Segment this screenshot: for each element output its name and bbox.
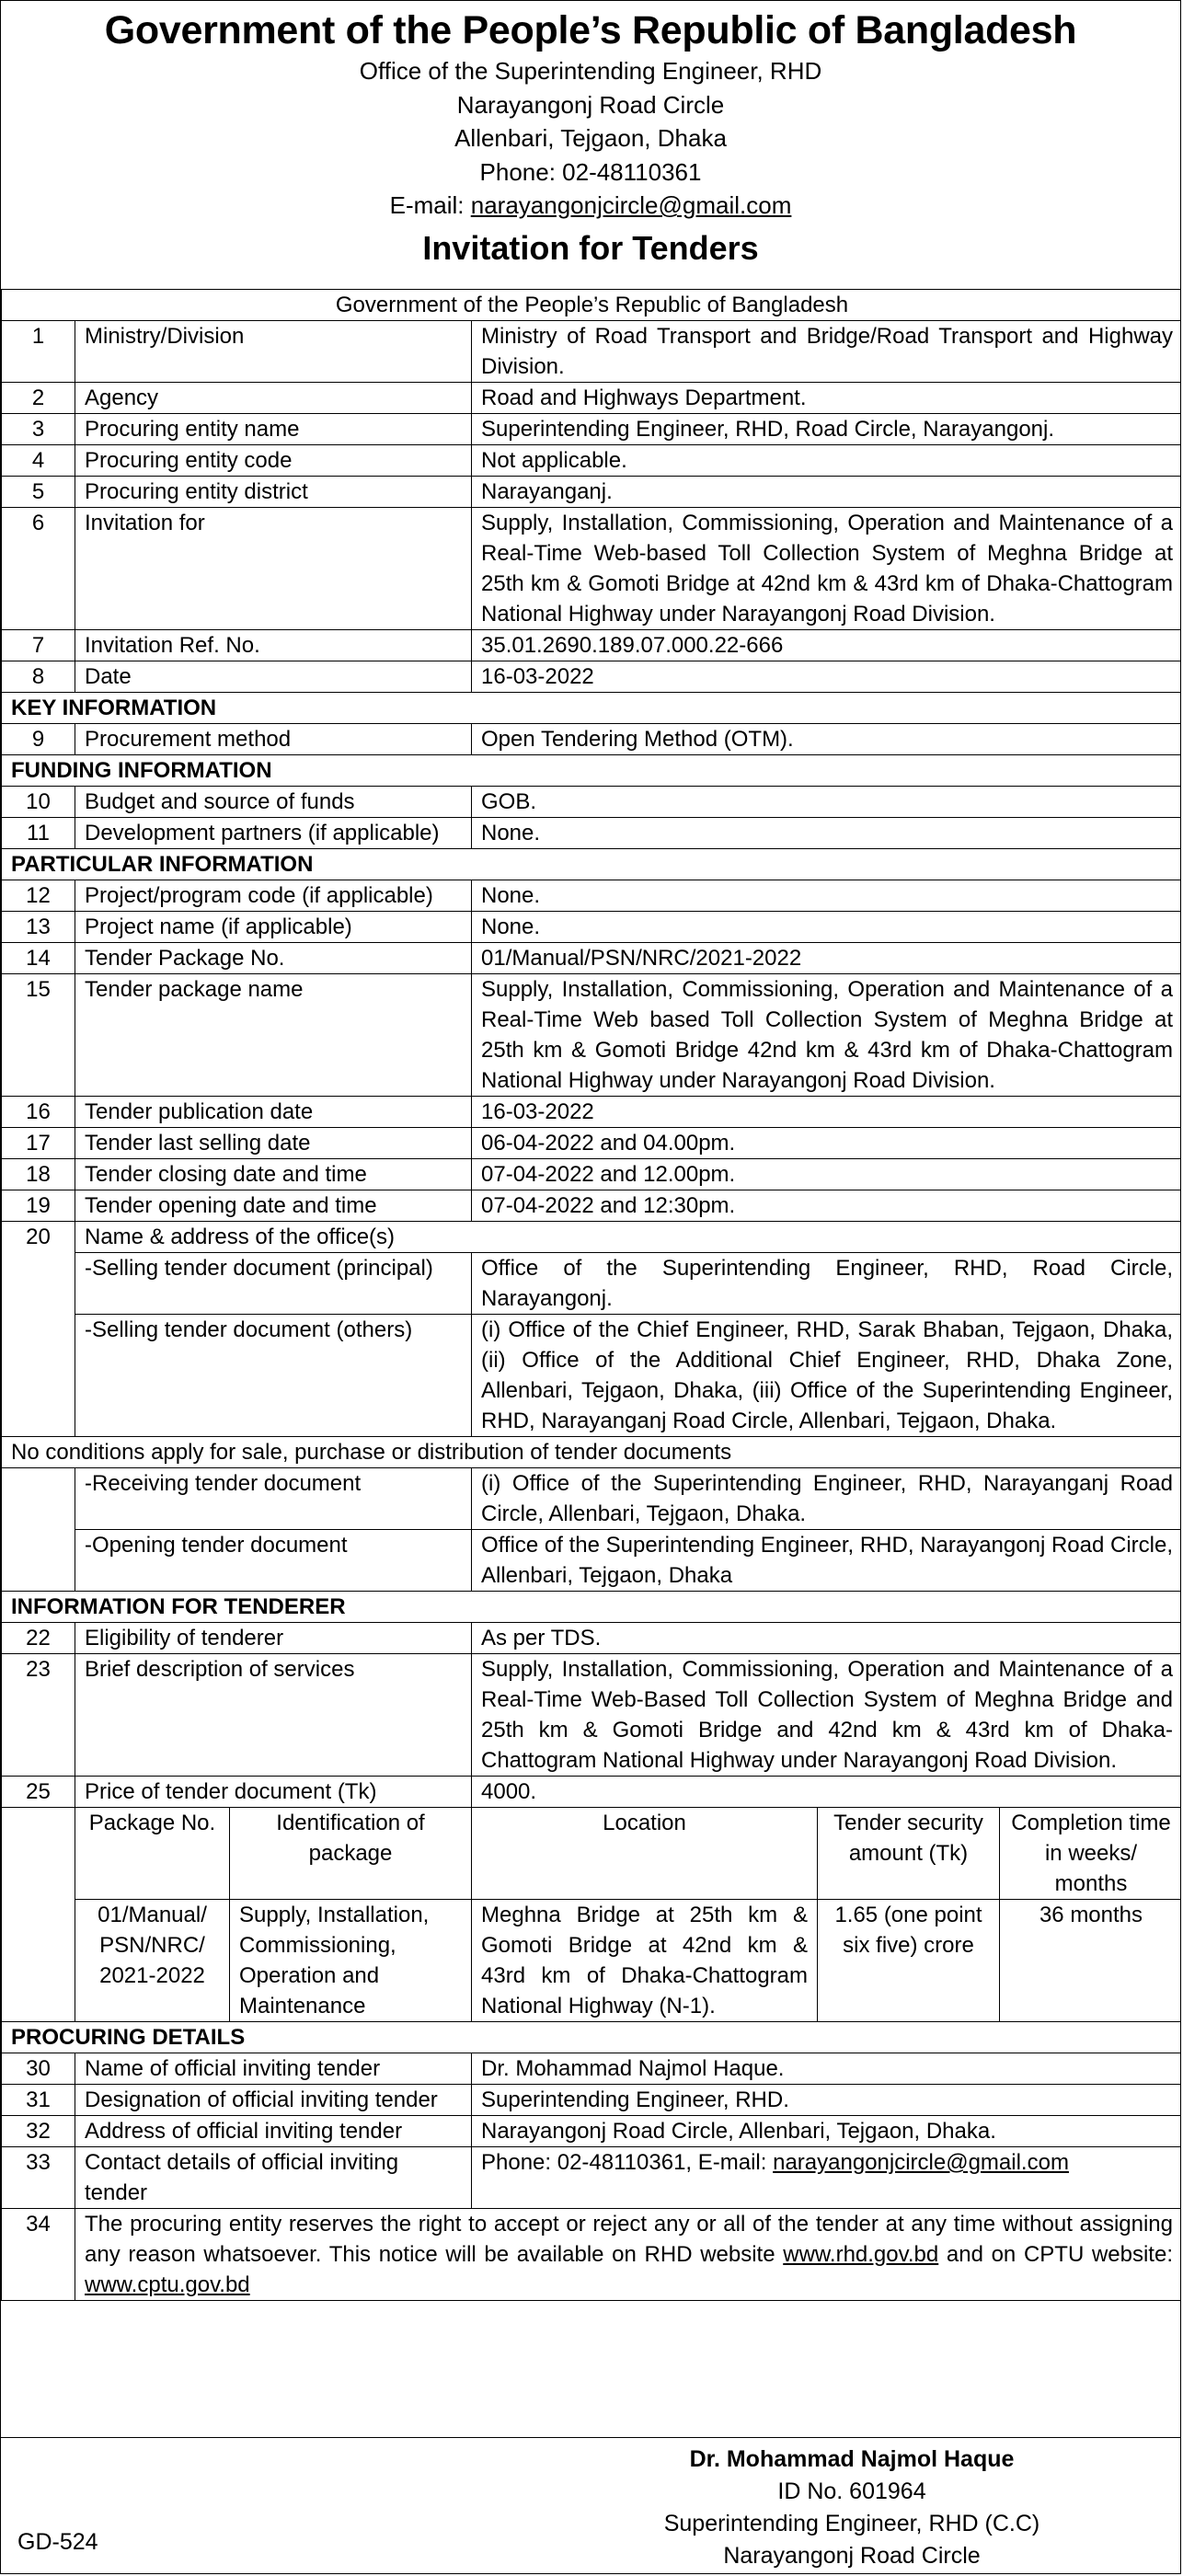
row-value: 16-03-2022 bbox=[472, 661, 1182, 693]
row-number: 14 bbox=[2, 943, 75, 974]
table-row bbox=[2, 477, 1182, 508]
key-information-heading-label: KEY INFORMATION bbox=[2, 693, 1182, 724]
row-label: Date bbox=[75, 661, 472, 693]
row-number: 3 bbox=[2, 414, 75, 445]
row-label: Tender package name bbox=[75, 974, 472, 1097]
row-label: Procuring entity district bbox=[75, 477, 472, 508]
table-row bbox=[2, 1530, 1182, 1592]
row-label: Ministry/Division bbox=[75, 321, 472, 383]
table-row bbox=[2, 414, 1182, 445]
funding-information-heading bbox=[2, 755, 1182, 787]
row-number: 20 bbox=[2, 1222, 75, 1437]
row-label: Budget and source of funds bbox=[75, 787, 472, 818]
row-label: Tender publication date bbox=[75, 1097, 472, 1128]
row-number: 18 bbox=[2, 1159, 75, 1190]
row-number: 15 bbox=[2, 974, 75, 1097]
notice-header bbox=[1, 6, 1180, 270]
government-title: Government of the People’s Republic of Bangladesh bbox=[104, 8, 1077, 52]
row-value: Superintending Engineer, RHD. bbox=[472, 2085, 1182, 2116]
row-number: 31 bbox=[2, 2085, 75, 2116]
row-value: None. bbox=[472, 818, 1182, 849]
procuring-details-heading-label: PROCURING DETAILS bbox=[2, 2022, 1182, 2053]
row-value: None. bbox=[472, 912, 1182, 943]
package-data-row bbox=[2, 1900, 1182, 2022]
contact-email-link[interactable]: narayangonjcircle@gmail.com bbox=[773, 2150, 1069, 2175]
row-label: Invitation for bbox=[75, 508, 472, 630]
table-row bbox=[2, 2116, 1182, 2147]
table-row bbox=[2, 383, 1182, 414]
no-conditions-row bbox=[2, 1437, 1182, 1468]
row-value: 16-03-2022 bbox=[472, 1097, 1182, 1128]
row-number: 11 bbox=[2, 818, 75, 849]
row-number: 1 bbox=[2, 321, 75, 383]
row-value: (i) Office of the Superintending Engineer, RHD, Narayanganj Road Circle, Allenbari, Tejgaon, Dhaka. bbox=[472, 1468, 1182, 1530]
row-number: 22 bbox=[2, 1623, 75, 1654]
office-address: Allenbari, Tejgaon, Dhaka bbox=[454, 124, 727, 152]
table-row bbox=[2, 1468, 1182, 1530]
table-row bbox=[2, 2053, 1182, 2085]
table-row bbox=[2, 1159, 1182, 1190]
notice-text: The procuring entity reserves the right to accept or reject any or all of the tender at any time without assigning any reason whatsoever. This notice will be available on RHD website bbox=[85, 2212, 1173, 2267]
contact-phone: Phone: 02-48110361, E-mail: bbox=[481, 2150, 774, 2175]
row-value: 01/Manual/PSN/NRC/2021-2022 bbox=[472, 943, 1182, 974]
row-label: Tender opening date and time bbox=[75, 1190, 472, 1222]
table-row bbox=[2, 724, 1182, 755]
government-row-label: Government of the People’s Republic of Bangladesh bbox=[2, 290, 1182, 321]
row-value: 4000. bbox=[472, 1777, 1182, 1808]
rhd-website-link[interactable]: www.rhd.gov.bd bbox=[783, 2242, 939, 2267]
row-value: None. bbox=[472, 880, 1182, 912]
row-number: 5 bbox=[2, 477, 75, 508]
table-row bbox=[2, 661, 1182, 693]
table-row bbox=[2, 818, 1182, 849]
procuring-details-heading bbox=[2, 2022, 1182, 2053]
row-label: Brief description of services bbox=[75, 1654, 472, 1777]
package-header-cell: Location bbox=[472, 1808, 818, 1900]
table-row bbox=[2, 321, 1182, 383]
notice-code: GD-524 bbox=[17, 2529, 98, 2555]
table-row bbox=[2, 630, 1182, 661]
office-email-line bbox=[1, 189, 1180, 223]
table-row bbox=[2, 2085, 1182, 2116]
row-label: -Selling tender document (others) bbox=[75, 1315, 472, 1437]
row-value: Road and Highways Department. bbox=[472, 383, 1182, 414]
row-label: -Receiving tender document bbox=[75, 1468, 472, 1530]
table-row bbox=[2, 2147, 1182, 2209]
notice-text: and on CPTU website: bbox=[938, 2242, 1173, 2267]
row-value: Superintending Engineer, RHD, Road Circle, Narayangonj. bbox=[472, 414, 1182, 445]
particular-information-heading bbox=[2, 849, 1182, 880]
row-number: 32 bbox=[2, 2116, 75, 2147]
row-number: 9 bbox=[2, 724, 75, 755]
row-label: -Selling tender document (principal) bbox=[75, 1253, 472, 1315]
row-number: 25 bbox=[2, 1777, 75, 1808]
row-value: Office of the Superintending Engineer, RHD, Road Circle, Narayangonj. bbox=[472, 1253, 1182, 1315]
package-header-cell: Identification of package bbox=[230, 1808, 472, 1900]
table-row bbox=[2, 1623, 1182, 1654]
row-number: 2 bbox=[2, 383, 75, 414]
row-label: Tender Package No. bbox=[75, 943, 472, 974]
row-value: Ministry of Road Transport and Bridge/Road Transport and Highway Division. bbox=[472, 321, 1182, 383]
funding-information-heading-label: FUNDING INFORMATION bbox=[2, 755, 1182, 787]
row-value: Supply, Installation, Commissioning, Operation and Maintenance of a Real-Time Web-based Toll Collection System of Meghna Bridge at 25th km & Gomoti Bridge at 42nd km & 43rd km of Dhaka-Chattogram National Highway under Narayangonj Road Division. bbox=[472, 508, 1182, 630]
table-row bbox=[2, 1777, 1182, 1808]
row-label: Procurement method bbox=[75, 724, 472, 755]
row-number: 10 bbox=[2, 787, 75, 818]
table-row bbox=[2, 2209, 1182, 2301]
row-value: 35.01.2690.189.07.000.22-666 bbox=[472, 630, 1182, 661]
row-label: Tender last selling date bbox=[75, 1128, 472, 1159]
no-conditions-label: No conditions apply for sale, purchase or distribution of tender documents bbox=[2, 1437, 1182, 1468]
row-number: 8 bbox=[2, 661, 75, 693]
signatory-id: ID No. 601964 bbox=[777, 2478, 926, 2504]
table-row bbox=[2, 943, 1182, 974]
package-data-cell: 1.65 (one point six five) crore bbox=[818, 1900, 1000, 2022]
information-for-tenderer-heading-label: INFORMATION FOR TENDERER bbox=[2, 1592, 1182, 1623]
row-label: Development partners (if applicable) bbox=[75, 818, 472, 849]
invitation-title: Invitation for Tenders bbox=[422, 228, 759, 267]
row-value bbox=[75, 2209, 1182, 2301]
package-data-cell: 36 months bbox=[1000, 1900, 1182, 2022]
row-value: Dr. Mohammad Najmol Haque. bbox=[472, 2053, 1182, 2085]
row-number: 7 bbox=[2, 630, 75, 661]
package-data-cell: Supply, Installation, Commissioning, Operation and Maintenance bbox=[230, 1900, 472, 2022]
row-label: Price of tender document (Tk) bbox=[75, 1777, 472, 1808]
email-label: E-mail: bbox=[389, 191, 471, 219]
package-header-cell: Package No. bbox=[75, 1808, 230, 1900]
row-label: Invitation Ref. No. bbox=[75, 630, 472, 661]
row-value: Narayanganj. bbox=[472, 477, 1182, 508]
row-number: 23 bbox=[2, 1654, 75, 1777]
row-label: Designation of official inviting tender bbox=[75, 2085, 472, 2116]
row-label: Address of official inviting tender bbox=[75, 2116, 472, 2147]
row-label: Contact details of official inviting tender bbox=[75, 2147, 472, 2209]
row-label: Project/program code (if applicable) bbox=[75, 880, 472, 912]
table-row bbox=[2, 508, 1182, 630]
signatory-name: Dr. Mohammad Najmol Haque bbox=[689, 2446, 1015, 2472]
package-header-cell: Tender security amount (Tk) bbox=[818, 1808, 1000, 1900]
table-row bbox=[2, 974, 1182, 1097]
row-number: 13 bbox=[2, 912, 75, 943]
table-row bbox=[2, 445, 1182, 477]
signatory-circle: Narayangonj Road Circle bbox=[723, 2543, 981, 2569]
row-value: As per TDS. bbox=[472, 1623, 1182, 1654]
row-number: 4 bbox=[2, 445, 75, 477]
email-link[interactable]: narayangonjcircle@gmail.com bbox=[470, 191, 792, 219]
row-value: 07-04-2022 and 12:30pm. bbox=[472, 1190, 1182, 1222]
row-value: Supply, Installation, Commissioning, Operation and Maintenance of a Real-Time Web based Toll Collection System of Meghna Bridge at 25th km & Gomoti Bridge 42nd km & 43rd km of Dhaka-Chattogram National Highway under Narayangonj Road Division. bbox=[472, 974, 1182, 1097]
row-value: Supply, Installation, Commissioning, Operation and Maintenance of a Real-Time Web-Based Toll Collection System of Meghna Bridge and 25th km & Gomoti Bridge and 42nd km & 43rd km of Dhaka-Chattogram National Highway under Narayangonj Road Division. bbox=[472, 1654, 1182, 1777]
row-label: Procuring entity code bbox=[75, 445, 472, 477]
package-data-cell: 01/Manual/ PSN/NRC/ 2021-2022 bbox=[75, 1900, 230, 2022]
office-phone: Phone: 02-48110361 bbox=[479, 157, 702, 186]
row-label: Project name (if applicable) bbox=[75, 912, 472, 943]
row-value: (i) Office of the Chief Engineer, RHD, Sarak Bhaban, Tejgaon, Dhaka, (ii) Office of the Additional Chief Engineer, RHD, Dhaka Zone, Allenbari, Tejgaon, Dhaka, (iii) Office of the Superintending Engineer, RHD, Narayanganj Road Circle, Allenbari, Tejgaon, Dhaka. bbox=[472, 1315, 1182, 1437]
row-number bbox=[2, 1808, 75, 2022]
key-information-heading bbox=[2, 693, 1182, 724]
row-value: Office of the Superintending Engineer, RHD, Narayangonj Road Circle, Allenbari, Tejgaon, Dhaka bbox=[472, 1530, 1182, 1592]
tender-table-body bbox=[2, 290, 1182, 2301]
row-value: GOB. bbox=[472, 787, 1182, 818]
table-row bbox=[2, 787, 1182, 818]
row-number: 30 bbox=[2, 2053, 75, 2085]
row-number: 34 bbox=[2, 2209, 75, 2301]
row-number: 16 bbox=[2, 1097, 75, 1128]
row-label: Procuring entity name bbox=[75, 414, 472, 445]
government-row bbox=[2, 290, 1182, 321]
package-header-row bbox=[2, 1808, 1182, 1900]
row-label: Eligibility of tenderer bbox=[75, 1623, 472, 1654]
row-number: 19 bbox=[2, 1190, 75, 1222]
row-value: 06-04-2022 and 04.00pm. bbox=[472, 1128, 1182, 1159]
row-value: Not applicable. bbox=[472, 445, 1182, 477]
signature-block bbox=[1, 2437, 1181, 2574]
office-name: Office of the Superintending Engineer, RHD bbox=[359, 57, 822, 85]
table-row bbox=[2, 912, 1182, 943]
row-value: Open Tendering Method (OTM). bbox=[472, 724, 1182, 755]
table-row bbox=[2, 1253, 1182, 1315]
row-label: Name of official inviting tender bbox=[75, 2053, 472, 2085]
row-label: -Opening tender document bbox=[75, 1530, 472, 1592]
signatory bbox=[654, 2444, 1050, 2572]
row-value: Narayangonj Road Circle, Allenbari, Tejgaon, Dhaka. bbox=[472, 2116, 1182, 2147]
information-for-tenderer-heading bbox=[2, 1592, 1182, 1623]
table-row bbox=[2, 1654, 1182, 1777]
row-label: Agency bbox=[75, 383, 472, 414]
package-header-cell: Completion time in weeks/ months bbox=[1000, 1808, 1182, 1900]
particular-information-heading-label: PARTICULAR INFORMATION bbox=[2, 849, 1182, 880]
row-label: Name & address of the office(s) bbox=[75, 1222, 1182, 1253]
row-label: Tender closing date and time bbox=[75, 1159, 472, 1190]
row-number: 17 bbox=[2, 1128, 75, 1159]
table-row bbox=[2, 1190, 1182, 1222]
table-row bbox=[2, 1222, 1182, 1253]
table-row bbox=[2, 1315, 1182, 1437]
table-row bbox=[2, 1097, 1182, 1128]
package-data-cell: Meghna Bridge at 25th km & Gomoti Bridge at 42nd km & 43rd km of Dhaka-Chattogram National Highway (N-1). bbox=[472, 1900, 818, 2022]
table-row bbox=[2, 880, 1182, 912]
circle-name: Narayangonj Road Circle bbox=[456, 90, 725, 119]
signatory-designation: Superintending Engineer, RHD (C.C) bbox=[663, 2511, 1040, 2536]
tender-table bbox=[1, 289, 1181, 2301]
cptu-website-link[interactable]: www.cptu.gov.bd bbox=[85, 2272, 250, 2297]
row-number: 33 bbox=[2, 2147, 75, 2209]
row-number: 6 bbox=[2, 508, 75, 630]
row-value: 07-04-2022 and 12.00pm. bbox=[472, 1159, 1182, 1190]
row-number bbox=[2, 1468, 75, 1592]
row-number: 12 bbox=[2, 880, 75, 912]
row-value bbox=[472, 2147, 1182, 2209]
table-row bbox=[2, 1128, 1182, 1159]
